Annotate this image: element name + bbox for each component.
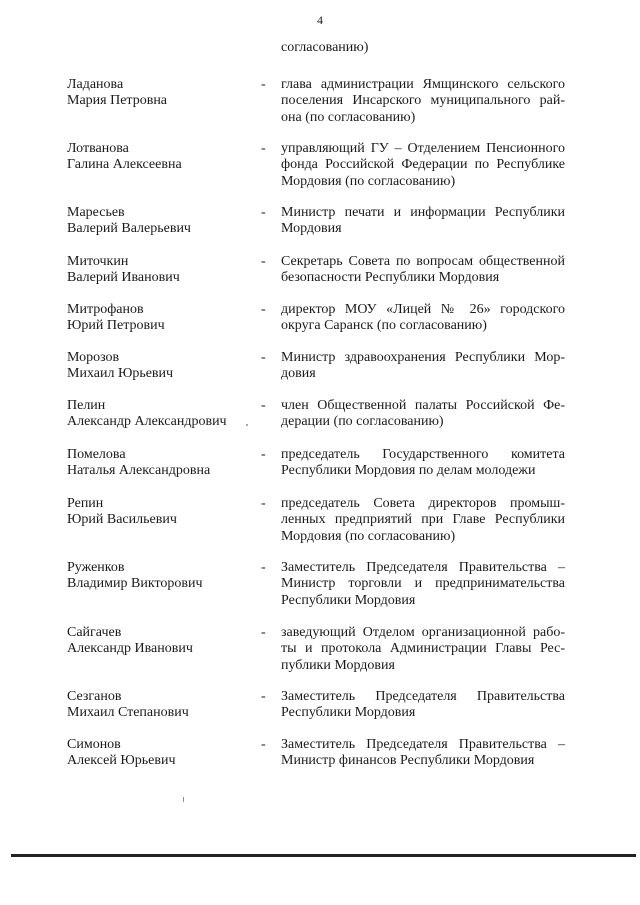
member-given-names: Александр Иванович [67, 641, 193, 657]
member-name [67, 254, 257, 287]
member-position-line: Мордовия (по согласованию) [281, 173, 456, 189]
entry-dash: - [261, 398, 266, 413]
member-position-line: Министр печати и информации Республики [281, 205, 565, 220]
member-surname: Помелова [67, 447, 126, 462]
entry-dash: - [261, 77, 266, 92]
member-position-line: фонда Российской Федерации по Республике [281, 157, 565, 173]
member-position-line: Республики Мордовия [281, 705, 416, 721]
member-position-line: поселения Инсарского муниципального рай- [281, 93, 565, 109]
entry-dash: - [261, 447, 266, 462]
member-surname: Морозов [67, 350, 120, 365]
member-position [281, 625, 565, 674]
member-given-names: Мария Петровна [67, 93, 168, 109]
member-surname: Маресьев [67, 205, 125, 220]
member-position-line: председатель Государственного комитета [281, 447, 565, 462]
member-position-line: она (по согласованию) [281, 109, 416, 125]
member-position-line: довия [281, 366, 316, 382]
entry-dash: - [261, 737, 266, 752]
member-surname: Пелин [67, 398, 106, 413]
member-position [281, 141, 565, 190]
member-surname: Руженков [67, 560, 125, 575]
member-position-line: публики Мордовия [281, 657, 395, 673]
member-given-names: Наталья Александровна [67, 463, 211, 479]
member-position-line: Министр финансов Республики Мордовия [281, 753, 535, 769]
member-position [281, 689, 565, 722]
member-surname: Симонов [67, 737, 121, 752]
member-position-line: управляющий ГУ – Отделением Пенсионного [281, 141, 565, 156]
member-position [281, 350, 565, 383]
member-position-line: Министр здравоохранения Республики Мор- [281, 350, 565, 365]
member-position-line: Мордовия [281, 221, 342, 237]
member-position-line: Заместитель Председателя Правительства – [281, 737, 565, 752]
page-number: 4 [317, 13, 323, 27]
member-surname: Репин [67, 496, 104, 511]
member-position [281, 205, 565, 238]
scan-speck [246, 424, 248, 426]
member-surname: Сезганов [67, 689, 122, 704]
entry-dash: - [261, 350, 266, 365]
entry-dash: - [261, 254, 266, 269]
member-given-names: Юрий Петрович [67, 318, 165, 334]
member-position-line: округа Саранск (по согласованию) [281, 318, 487, 334]
member-position [281, 560, 565, 609]
member-name [67, 350, 257, 383]
member-given-names: Михаил Степанович [67, 705, 189, 721]
entry-dash: - [261, 625, 266, 640]
member-position [281, 737, 565, 770]
member-position-line: Министр торговли и предпринимательства [281, 576, 565, 592]
member-position-line: Заместитель Председателя Правительства [281, 689, 565, 704]
entry-dash: - [261, 560, 266, 575]
member-given-names: Юрий Васильевич [67, 512, 177, 528]
member-position-line: заведующий Отделом организационной рабо- [281, 625, 565, 640]
member-position [281, 254, 565, 287]
member-name [67, 302, 257, 335]
member-name [67, 560, 257, 593]
member-name [67, 447, 257, 480]
member-given-names: Галина Алексеевна [67, 157, 182, 173]
member-name [67, 496, 257, 529]
member-position [281, 398, 565, 431]
entry-dash: - [261, 689, 266, 704]
entry-dash: - [261, 141, 266, 156]
scan-speck [183, 797, 184, 802]
member-surname: Сайгачев [67, 625, 122, 640]
member-position-line: безопасности Республики Мордовия [281, 270, 500, 286]
member-position-line: Республики Мордовия [281, 592, 416, 608]
member-position-line: глава администрации Ямщинского сельского [281, 77, 565, 92]
entry-dash: - [261, 302, 266, 317]
member-given-names: Валерий Валерьевич [67, 221, 191, 237]
member-surname: Миточкин [67, 254, 129, 269]
member-position-line: ты и протокола Администрации Главы Рес- [281, 641, 565, 657]
member-name [67, 625, 257, 658]
member-given-names: Владимир Викторович [67, 576, 203, 592]
member-position [281, 302, 565, 335]
member-given-names: Александр Александрович [67, 414, 227, 430]
member-name [67, 398, 257, 431]
page-bottom-rule [11, 854, 636, 857]
member-position-line: ленных предприятий при Главе Республики [281, 512, 565, 528]
member-name [67, 205, 257, 238]
member-position-line: Секретарь Совета по вопросам общественной [281, 254, 565, 269]
entry-dash: - [261, 205, 266, 220]
member-position-line: Мордовия (по согласованию) [281, 528, 456, 544]
member-surname: Лотванова [67, 141, 129, 156]
entry-dash: - [261, 496, 266, 511]
member-surname: Митрофанов [67, 302, 144, 317]
member-position-line: Заместитель Председателя Правительства – [281, 560, 565, 575]
member-given-names: Михаил Юрьевич [67, 366, 174, 382]
member-position [281, 496, 565, 545]
member-name [67, 141, 257, 174]
member-position-line: Республики Мордовия по делам молодежи [281, 463, 536, 479]
member-position-line: председатель Совета директоров промыш- [281, 496, 565, 511]
member-surname: Ладанова [67, 77, 124, 92]
continued-role-text: согласованию) [281, 40, 369, 55]
member-position [281, 447, 565, 480]
member-position-line: член Общественной палаты Российской Фе- [281, 398, 565, 413]
member-given-names: Алексей Юрьевич [67, 753, 176, 769]
member-position [281, 77, 565, 126]
member-name [67, 689, 257, 722]
member-given-names: Валерий Иванович [67, 270, 180, 286]
member-position-line: дерации (по согласованию) [281, 414, 444, 430]
member-name [67, 737, 257, 770]
member-position-line: директор МОУ «Лицей № 26» городского [281, 302, 565, 317]
member-name [67, 77, 257, 110]
